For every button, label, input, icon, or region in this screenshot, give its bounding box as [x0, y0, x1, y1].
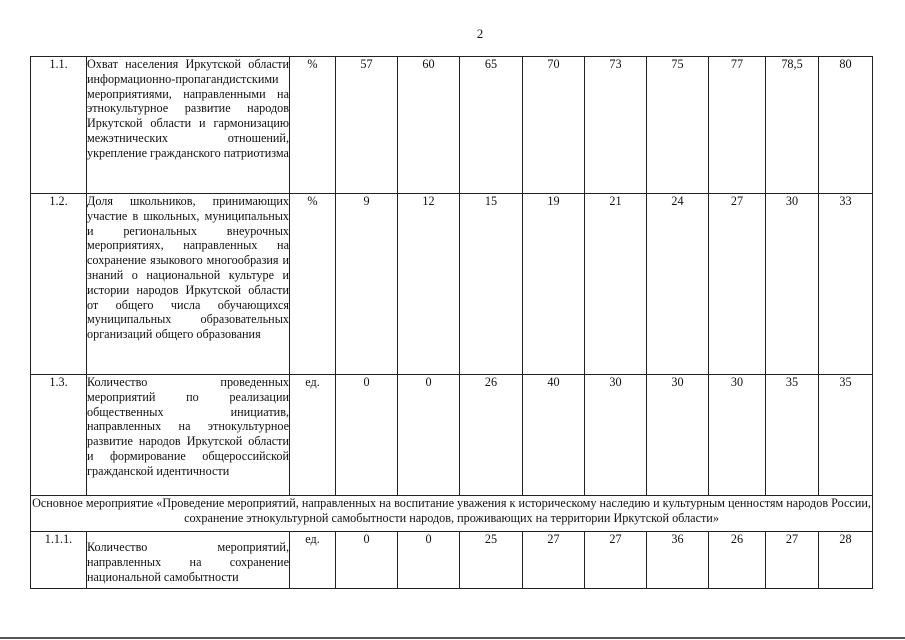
row-value: 27 — [766, 532, 819, 589]
row-value: 30 — [709, 375, 766, 496]
table-row — [31, 375, 873, 496]
row-number: 1.2. — [31, 194, 87, 375]
row-value: 65 — [460, 57, 523, 194]
row-value: 0 — [398, 532, 460, 589]
table-row — [31, 532, 873, 589]
row-value: 40 — [523, 375, 585, 496]
row-unit: ед. — [290, 532, 336, 589]
row-value: 30 — [585, 375, 647, 496]
row-value: 28 — [819, 532, 873, 589]
row-value: 27 — [523, 532, 585, 589]
row-value: 0 — [336, 532, 398, 589]
row-value: 0 — [336, 375, 398, 496]
row-value: 27 — [585, 532, 647, 589]
row-value: 26 — [709, 532, 766, 589]
row-description: Количество мероприятий, направленных на сохранение национальной самобытности — [87, 532, 290, 589]
row-value: 0 — [398, 375, 460, 496]
row-value: 25 — [460, 532, 523, 589]
row-number: 1.1. — [31, 57, 87, 194]
table-row — [31, 194, 873, 375]
row-value: 26 — [460, 375, 523, 496]
row-description: Охват населения Иркутской области информационно-пропагандистскими мероприятиями, направленными на этнокультурное развитие народов Иркутской области и гармонизацию межэтнических отношений, укрепление гражданского патриотизма — [87, 57, 290, 194]
row-value: 15 — [460, 194, 523, 375]
row-unit: % — [290, 57, 336, 194]
row-value: 30 — [647, 375, 709, 496]
row-value: 27 — [709, 194, 766, 375]
row-value: 35 — [766, 375, 819, 496]
row-unit: ед. — [290, 375, 336, 496]
row-value: 78,5 — [766, 57, 819, 194]
row-value: 35 — [819, 375, 873, 496]
row-description: Количество проведенных мероприятий по реализации общественных инициатив, направленных на этнокультурное развитие народов Иркутской области и формирование общероссийской гражданской идентичности — [87, 375, 290, 496]
row-description: Доля школьников, принимающих участие в школьных, муниципальных и региональных внеурочных мероприятиях, направленных на сохранение языкового многообразия и знаний о национальной культуре и истории народов Иркутской области от общего числа обучающихся муниципальных образовательных организаций общего образования — [87, 194, 290, 375]
row-value: 57 — [336, 57, 398, 194]
row-value: 33 — [819, 194, 873, 375]
row-unit: % — [290, 194, 336, 375]
indicators-table — [30, 56, 873, 589]
row-value: 73 — [585, 57, 647, 194]
row-value: 9 — [336, 194, 398, 375]
row-value: 75 — [647, 57, 709, 194]
row-value: 60 — [398, 57, 460, 194]
row-value: 36 — [647, 532, 709, 589]
row-value: 24 — [647, 194, 709, 375]
table-row — [31, 57, 873, 194]
row-value: 77 — [709, 57, 766, 194]
section-heading-row — [31, 496, 873, 532]
row-value: 30 — [766, 194, 819, 375]
row-number: 1.1.1. — [31, 532, 87, 589]
page-edge-divider — [0, 637, 905, 639]
row-value: 19 — [523, 194, 585, 375]
row-number: 1.3. — [31, 375, 87, 496]
row-value: 12 — [398, 194, 460, 375]
section-heading: Основное мероприятие «Проведение мероприятий, направленных на воспитание уважения к историческому наследию и культурным ценностям народов России, сохранение этнокультурной самобытности народов, проживающих на территории Иркутской области» — [31, 496, 873, 532]
row-value: 21 — [585, 194, 647, 375]
row-value: 70 — [523, 57, 585, 194]
page-number: 2 — [476, 26, 484, 41]
row-value: 80 — [819, 57, 873, 194]
